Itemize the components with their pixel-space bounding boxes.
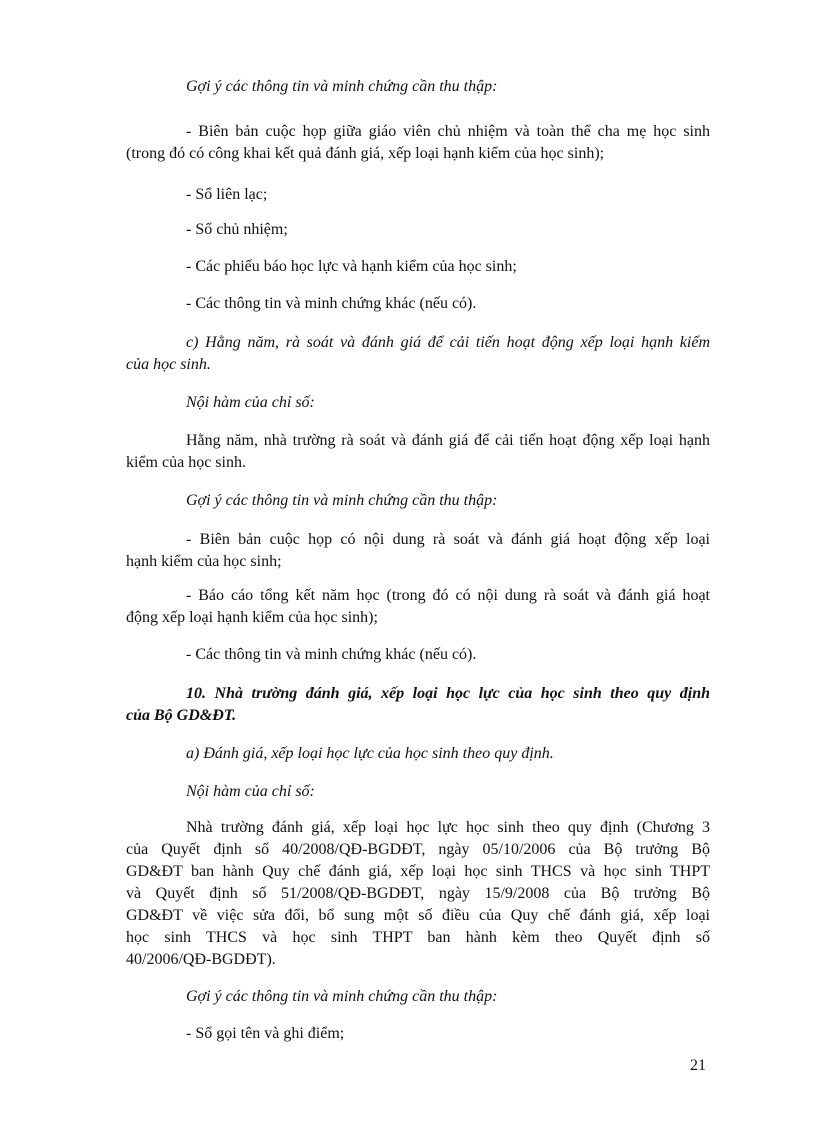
evidence-item-cont: (trong đó có công khai kết quả đánh giá, xếp loại hạnh kiểm của học sinh); — [126, 145, 605, 162]
criterion-c-cont: của học sinh. — [126, 356, 211, 373]
scope-text: Nhà trường đánh giá, xếp loại học lực học sinh theo quy định (Chương 3 — [186, 819, 710, 836]
criterion-c: c) Hằng năm, rà soát và đánh giá để cải tiến hoạt động xếp loại hạnh kiểm — [186, 334, 710, 351]
evidence-item: - Biên bản cuộc họp có nội dung rà soát và đánh giá hoạt động xếp loại — [186, 531, 710, 548]
scope-text-cont: kiểm của học sinh. — [126, 454, 246, 471]
evidence-item: - Biên bản cuộc họp giữa giáo viên chủ nhiệm và toàn thể cha mẹ học sinh — [186, 123, 710, 140]
criterion-a: a) Đánh giá, xếp loại học lực của học sinh theo quy định. — [186, 745, 554, 762]
scope-text-cont: GD&ĐT về việc sửa đổi, bổ sung một số điều của Quy chế đánh giá, xếp loại — [126, 907, 710, 924]
page-number: 21 — [690, 1057, 706, 1074]
scope-text-cont: và Quyết định số 51/2008/QĐ-BGDĐT, ngày 15/9/2008 của Bộ trưởng Bộ — [126, 885, 710, 902]
scope-text-cont: của Quyết định số 40/2008/QĐ-BGDĐT, ngày 05/10/2006 của Bộ trưởng Bộ — [126, 841, 710, 858]
scope-text-cont: GD&ĐT ban hành Quy chế đánh giá, xếp loại học sinh THCS và học sinh THPT — [126, 863, 710, 880]
evidence-item: - Sổ chủ nhiệm; — [186, 221, 288, 238]
standard-10-title-cont: của Bộ GD&ĐT. — [126, 707, 237, 724]
evidence-item: - Sổ liên lạc; — [186, 186, 268, 203]
evidence-hint-heading: Gợi ý các thông tin và minh chứng cần thu thập: — [186, 988, 498, 1005]
evidence-item: - Các thông tin và minh chứng khác (nếu có). — [186, 646, 477, 663]
evidence-item: - Các thông tin và minh chứng khác (nếu có). — [186, 295, 477, 312]
scope-text-cont: học sinh THCS và học sinh THPT ban hành kèm theo Quyết định số — [126, 929, 710, 946]
scope-text: Hằng năm, nhà trường rà soát và đánh giá để cải tiến hoạt động xếp loại hạnh — [186, 432, 710, 449]
evidence-item-cont: động xếp loại hạnh kiểm của học sinh); — [126, 609, 378, 626]
evidence-hint-heading: Gợi ý các thông tin và minh chứng cần thu thập: — [186, 78, 498, 95]
evidence-item: - Báo cáo tổng kết năm học (trong đó có nội dung rà soát và đánh giá hoạt — [186, 587, 710, 604]
scope-heading: Nội hàm của chỉ số: — [186, 394, 315, 411]
evidence-item: - Sổ gọi tên và ghi điểm; — [186, 1025, 345, 1042]
evidence-item-cont: hạnh kiểm của học sinh; — [126, 553, 282, 570]
scope-heading: Nội hàm của chỉ số: — [186, 783, 315, 800]
evidence-item: - Các phiếu báo học lực và hạnh kiểm của học sinh; — [186, 258, 517, 275]
evidence-hint-heading: Gợi ý các thông tin và minh chứng cần thu thập: — [186, 492, 498, 509]
scope-text-cont: 40/2006/QĐ-BGDĐT). — [126, 951, 276, 968]
standard-10-title: 10. Nhà trường đánh giá, xếp loại học lực của học sinh theo quy định — [186, 685, 710, 702]
